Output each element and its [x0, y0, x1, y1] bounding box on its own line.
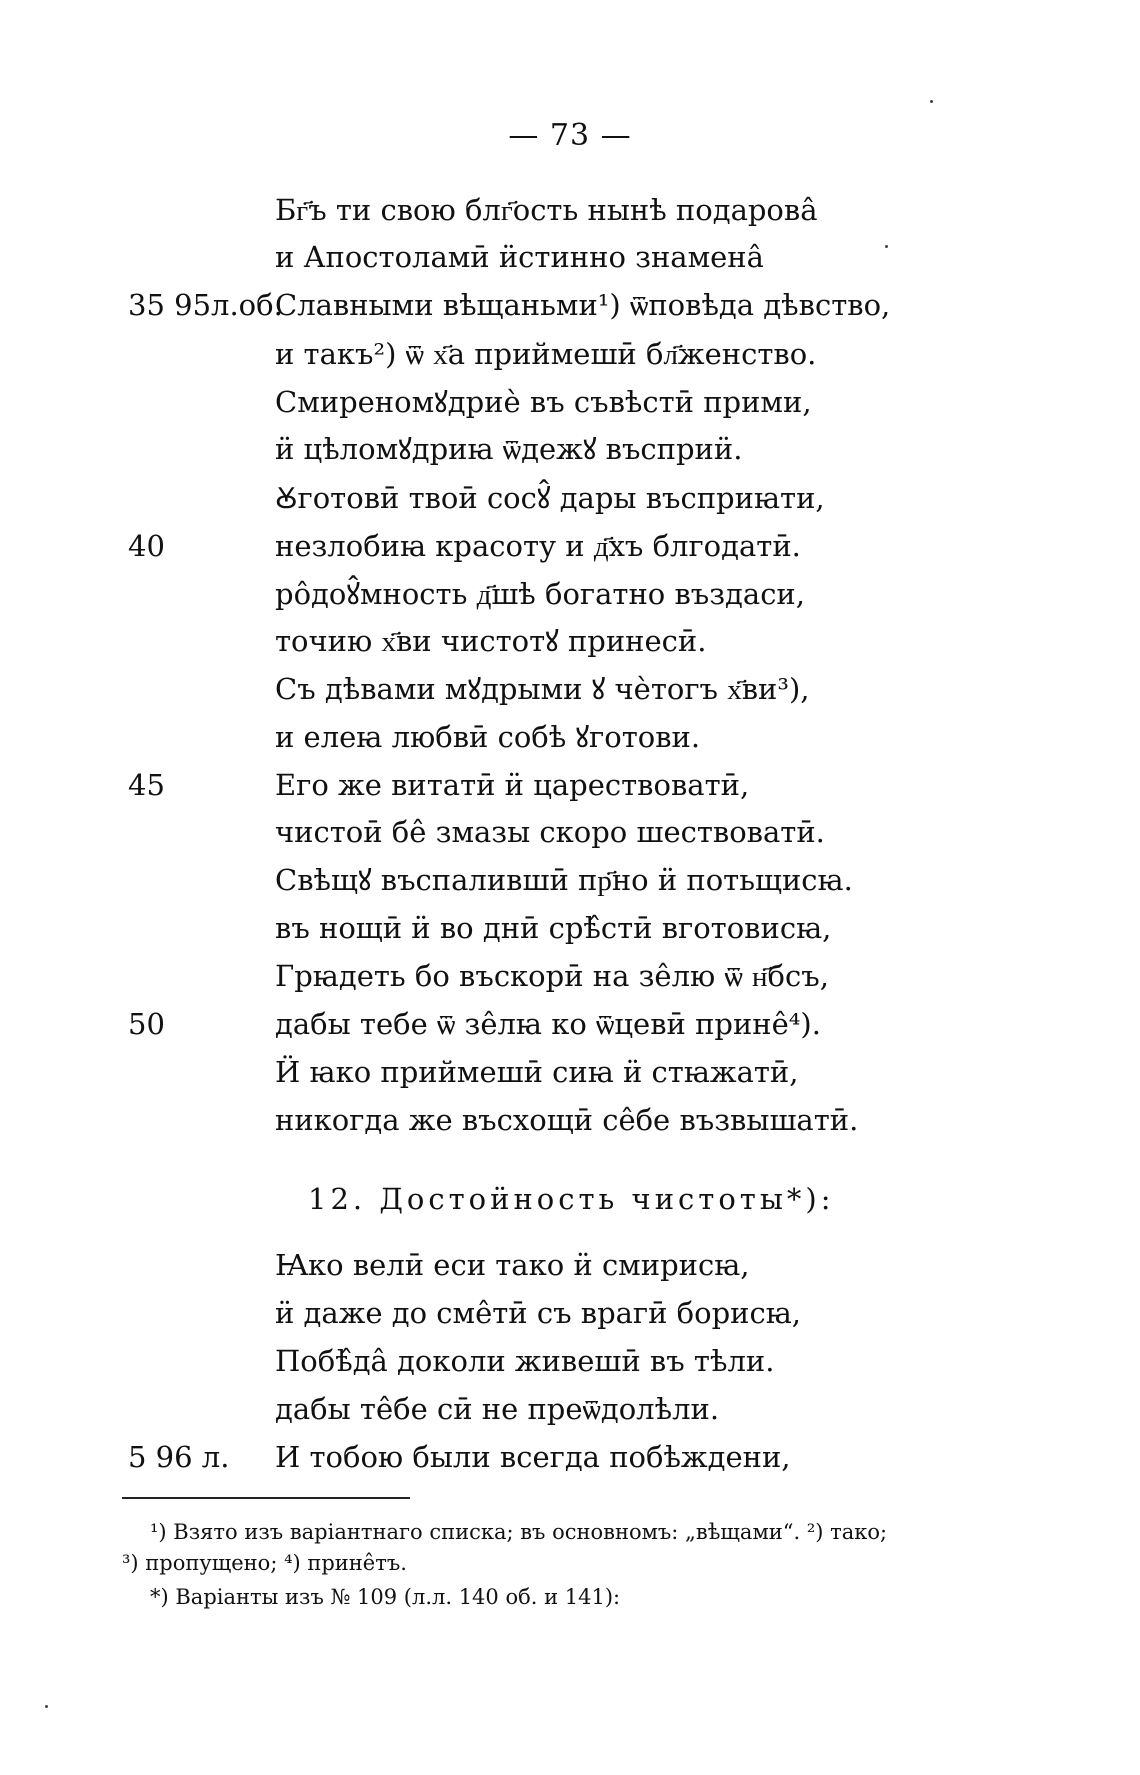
- verse-line: ро̂доꙋ̂мность д҃шѣ богатно въздаси,: [275, 577, 805, 611]
- verse-line: Побѣ̂да̂ доколи живешӣ въ тѣли.: [275, 1344, 775, 1378]
- verse-line: Его же витатӣ ӥ царествоватӣ,: [275, 768, 750, 802]
- page-number: — 73 —: [508, 118, 632, 153]
- verse-line: никогда же въсхощӣ се̂бе възвышатӣ.: [275, 1103, 859, 1137]
- verse-line: Съ дѣвами мꙋдрыми ꙋ чѐтогъ х҃ви³),: [275, 672, 810, 706]
- verse-line: Бг҃ъ ти свою блг҃ость нынѣ подарова̂: [275, 193, 818, 227]
- scan-speck: [885, 245, 888, 248]
- verse-line: и елеꙗ любвӣ собѣ ꙋготови.: [275, 720, 701, 754]
- line-marker: 5 96 л.: [128, 1440, 230, 1474]
- footnote-divider: [122, 1497, 410, 1499]
- verse-line: дабы тебе ѿ зе̂лꙗ ко ѿцевӣ прине̂⁴).: [275, 1007, 821, 1041]
- verse-line: Свѣщꙋ въспалившӣ пр҃но ӥ потьщисꙗ.: [275, 863, 853, 897]
- verse-line: Ꙋготовӣ твоӣ сосꙋ̂ дары въсприꙗти,: [275, 481, 825, 515]
- verse-line: точию х҃ви чистотꙋ принесӣ.: [275, 624, 707, 658]
- verse-line: дабы те̂бе сӣ не преѿдолѣли.: [275, 1392, 720, 1426]
- verse-line: и Апостоламӣ ӥстинно знамена̂: [275, 240, 764, 274]
- verse-line: Ӥ ꙗко приймешӣ сиꙗ ӥ стꙗжатӣ,: [275, 1055, 799, 1089]
- scan-speck: [45, 1705, 48, 1708]
- verse-line: Грꙗдеть бо въскорӣ на зе̂лю ѿ н҃бсъ,: [275, 959, 829, 993]
- verse-line: незлобиꙗ красоту и д҃хъ блгодатӣ.: [275, 529, 801, 563]
- line-marker: 50: [128, 1007, 165, 1041]
- verse-line: И тобою были всегда побѣждени,: [275, 1440, 791, 1474]
- scan-speck: [930, 100, 933, 103]
- line-marker: 40: [128, 529, 165, 563]
- footnote-line: ¹) Взято изъ варіантнаго списка; въ основномъ: „вѣщами“. ²) тако;: [150, 1520, 888, 1544]
- verse-line: и такъ²) ѿ х҃а приймешӣ бл҃женство.: [275, 337, 817, 371]
- footnote-line: *) Варіанты изъ № 109 (л.л. 140 об. и 141):: [150, 1585, 621, 1609]
- line-marker: 35 95л.об.: [128, 288, 283, 322]
- verse-line: Славными вѣщаньми¹) ѿповѣда дѣвство,: [275, 288, 891, 322]
- verse-line: ӥ даже до сме̂тӣ съ врагӣ борисꙗ,: [275, 1296, 802, 1330]
- verse-line: Ꙗко велӣ еси тако ӥ смирисꙗ,: [275, 1248, 750, 1282]
- verse-line: въ нощӣ ӥ во днӣ срѣ̂стӣ вготовисꙗ,: [275, 911, 832, 945]
- section-heading: 12. Достоӥность чистоты*):: [308, 1182, 835, 1216]
- verse-line: Смиреномꙋдриѐ въ съвѣстӣ прими,: [275, 385, 812, 419]
- line-marker: 45: [128, 768, 165, 802]
- verse-line: чистоӣ бе̂ змазы скоро шествоватӣ.: [275, 815, 825, 849]
- footnote-line: ³) пропущено; ⁴) прине̂тъ.: [122, 1551, 407, 1575]
- verse-line: ӥ цѣломꙋдриꙗ ѿдежꙋ въсприӥ.: [275, 432, 743, 466]
